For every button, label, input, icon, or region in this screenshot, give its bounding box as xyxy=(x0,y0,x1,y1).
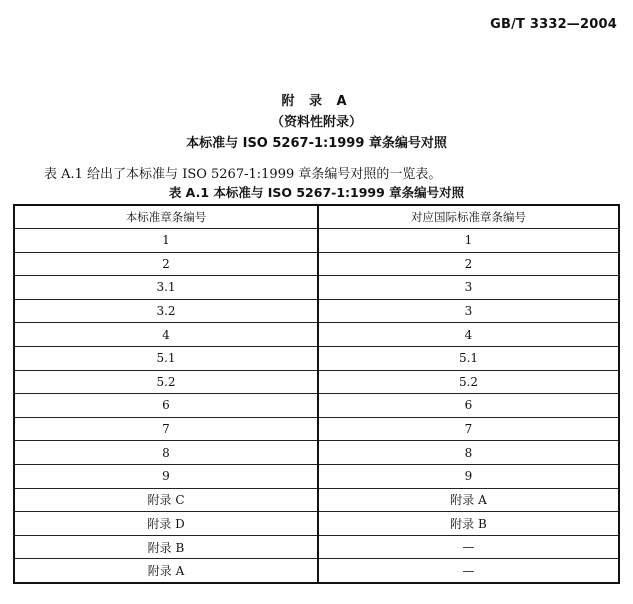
cell-international-standard-clause: 9 xyxy=(318,464,619,488)
cell-international-standard-clause: 附录 B xyxy=(318,512,619,536)
cell-international-standard-clause: 4 xyxy=(318,323,619,347)
annex-type: （资料性附录） xyxy=(270,115,362,130)
table-row xyxy=(14,441,619,465)
cell-international-standard-clause: 3 xyxy=(318,276,619,300)
annex-title: 附 录 A xyxy=(281,94,352,109)
cell-international-standard-clause: 1 xyxy=(318,229,619,253)
cell-international-standard-clause: 5.1 xyxy=(318,346,619,370)
cell-international-standard-clause: 2 xyxy=(318,252,619,276)
table-header xyxy=(14,205,619,229)
cell-this-standard-clause: 附录 A xyxy=(14,559,318,583)
cell-international-standard-clause: 6 xyxy=(318,394,619,418)
table-row xyxy=(14,229,619,253)
table-row xyxy=(14,464,619,488)
cell-international-standard-clause: 附录 A xyxy=(318,488,619,512)
table-row xyxy=(14,252,619,276)
table-row xyxy=(14,417,619,441)
table-row xyxy=(14,535,619,559)
table-row xyxy=(14,346,619,370)
cell-this-standard-clause: 5.2 xyxy=(14,370,318,394)
cell-this-standard-clause: 5.1 xyxy=(14,346,318,370)
cell-this-standard-clause: 1 xyxy=(14,229,318,253)
table-body xyxy=(14,229,619,583)
cell-this-standard-clause: 6 xyxy=(14,394,318,418)
intro-paragraph: 表 A.1 给出了本标准与 ISO 5267-1:1999 章条编号对照的一览表。 xyxy=(44,167,442,182)
cell-international-standard-clause: 7 xyxy=(318,417,619,441)
table-row xyxy=(14,299,619,323)
cell-this-standard-clause: 3.2 xyxy=(14,299,318,323)
cell-this-standard-clause: 附录 B xyxy=(14,535,318,559)
table-row xyxy=(14,559,619,583)
table-row xyxy=(14,512,619,536)
table-row xyxy=(14,323,619,347)
annex-heading: 本标准与 ISO 5267-1:1999 章条编号对照 xyxy=(186,136,447,151)
cell-this-standard-clause: 8 xyxy=(14,441,318,465)
cell-international-standard-clause: — xyxy=(318,559,619,583)
table-row xyxy=(14,276,619,300)
column-header-international-standard: 对应国际标准章条编号 xyxy=(318,205,619,229)
cell-this-standard-clause: 附录 C xyxy=(14,488,318,512)
cell-this-standard-clause: 7 xyxy=(14,417,318,441)
cell-this-standard-clause: 9 xyxy=(14,464,318,488)
table-caption: 表 A.1 本标准与 ISO 5267-1:1999 章条编号对照 xyxy=(168,185,465,200)
standard-number: GB/T 3332—2004 xyxy=(490,17,617,32)
cell-this-standard-clause: 4 xyxy=(14,323,318,347)
cell-international-standard-clause: — xyxy=(318,535,619,559)
table-row xyxy=(14,370,619,394)
column-header-this-standard: 本标准章条编号 xyxy=(14,205,318,229)
cell-this-standard-clause: 3.1 xyxy=(14,276,318,300)
cell-international-standard-clause: 8 xyxy=(318,441,619,465)
cell-this-standard-clause: 附录 D xyxy=(14,512,318,536)
table-row xyxy=(14,394,619,418)
comparison-table xyxy=(13,204,620,584)
cell-this-standard-clause: 2 xyxy=(14,252,318,276)
cell-international-standard-clause: 3 xyxy=(318,299,619,323)
header-row xyxy=(14,205,619,229)
table-row xyxy=(14,488,619,512)
cell-international-standard-clause: 5.2 xyxy=(318,370,619,394)
